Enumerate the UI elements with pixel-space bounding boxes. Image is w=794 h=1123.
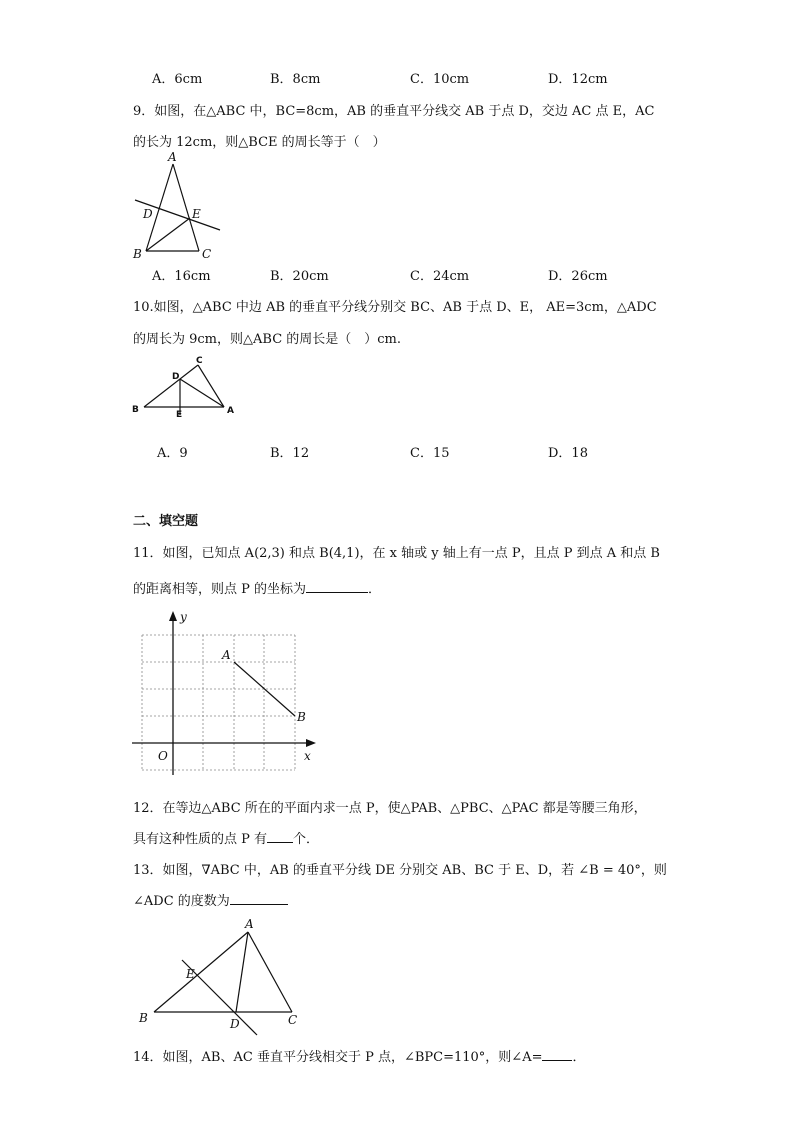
q11-axis-y-label: y [180,610,187,624]
q10-option-a[interactable]: A．9 [157,446,188,461]
q10-label-b: B [132,405,139,415]
q8-option-b[interactable]: B．8cm [270,72,321,87]
q12-text-line2 [133,828,319,847]
q13-side-ac [248,932,292,1012]
q11-x-axis-arrow [306,739,316,747]
q9-option-c[interactable]: C．24cm [410,269,470,284]
q13-text-line2 [133,890,288,909]
q9-triangle-figure [130,150,230,265]
q8-option-c[interactable]: C．10cm [410,72,470,87]
q13-side-ab [154,932,248,1012]
q10-side-ca [198,365,224,407]
q9-label-d: D [143,207,153,221]
section-fill-in-title: 二、填空题 [133,514,199,529]
q14-answer-blank[interactable] [542,1048,572,1061]
q10-label-a: A [227,406,234,416]
q14-text-suffix: ． [572,1050,586,1065]
q10-label-e: E [176,410,183,420]
q12-text-line1: 12．在等边△ABC 所在的平面内求一点 P，使△PAB、△PBC、△PAC 都是等腰三角形， [133,801,647,816]
q11-origin-label: O [158,749,168,763]
q11-text-line1: 11．如图，已知点 A(2,3) 和点 B(4,1)，在 x 轴或 y 轴上有一点 P，且点 P 到点 A 和点 B [133,546,660,561]
q12-text-suffix: 个． [293,832,320,847]
q9-segment-be [146,218,190,251]
q11-point-b-label: B [297,710,306,724]
q11-y-axis-arrow [169,611,177,621]
q11-text-line2 [133,578,381,597]
q9-text-line1: 9．如图，在△ABC 中，BC=8cm，AB 的垂直平分线交 AB 于点 D，交边 AC 点 E，AC [133,104,655,119]
q10-text-line2: 的周长为 9cm，则△ABC 的周长是（ ）cm. [133,332,402,347]
q10-option-c[interactable]: C．15 [410,446,450,461]
q13-triangle-figure [130,910,320,1035]
q11-answer-blank[interactable] [306,580,368,593]
q13-label-a: A [245,917,254,931]
q9-text-line2: 的长为 12cm，则△BCE 的周长等于（ ） [133,135,386,150]
q13-segment-ad [236,932,248,1012]
q12-answer-blank[interactable] [267,830,293,843]
q13-label-b: B [139,1011,148,1025]
q13-text-prefix: ∠ADC 的度数为 [133,894,230,909]
q14-text-line1 [133,1046,586,1065]
q9-option-d[interactable]: D．26cm [548,269,608,284]
q8-option-d[interactable]: D．12cm [548,72,608,87]
q14-text-prefix: 14．如图，AB、AC 垂直平分线相交于 P 点，∠BPC=110°，则∠A= [133,1050,543,1065]
q10-text-line1: 10.如图，△ABC 中边 AB 的垂直平分线分别交 BC、AB 于点 D、E， AE=3cm，△ADC [133,300,657,315]
q10-label-d: D [172,372,180,382]
q10-triangle-figure [130,355,245,420]
q13-answer-blank[interactable] [230,892,288,905]
q12-text-prefix: 具有这种性质的点 P 有 [133,832,268,847]
q11-coordinate-grid-figure [130,605,330,780]
q11-axis-x-label: x [304,749,311,763]
q13-label-c: C [288,1013,298,1027]
q11-point-a-label: A [222,648,231,662]
q9-label-e: E [192,207,201,221]
q9-label-a: A [168,150,177,164]
q11-text-suffix: ． [368,582,382,597]
q9-label-c: C [202,247,212,261]
q13-text-line1: 13．如图，∇ABC 中，AB 的垂直平分线 DE 分别交 AB、BC 于 E、D，若 ∠B = 40°，则 [133,863,667,878]
q10-option-d[interactable]: D．18 [548,446,588,461]
q8-option-a[interactable]: A．6cm [152,72,203,87]
q10-segment-ad [180,379,224,407]
q11-text-prefix: 的距离相等，则点 P 的坐标为 [133,582,307,597]
q9-option-a[interactable]: A．16cm [152,269,211,284]
q9-option-b[interactable]: B．20cm [270,269,329,284]
q13-label-e: E [186,967,195,981]
q10-option-b[interactable]: B．12 [270,446,310,461]
q9-label-b: B [133,247,142,261]
q13-label-d: D [230,1017,240,1031]
q10-label-c: C [196,356,203,366]
